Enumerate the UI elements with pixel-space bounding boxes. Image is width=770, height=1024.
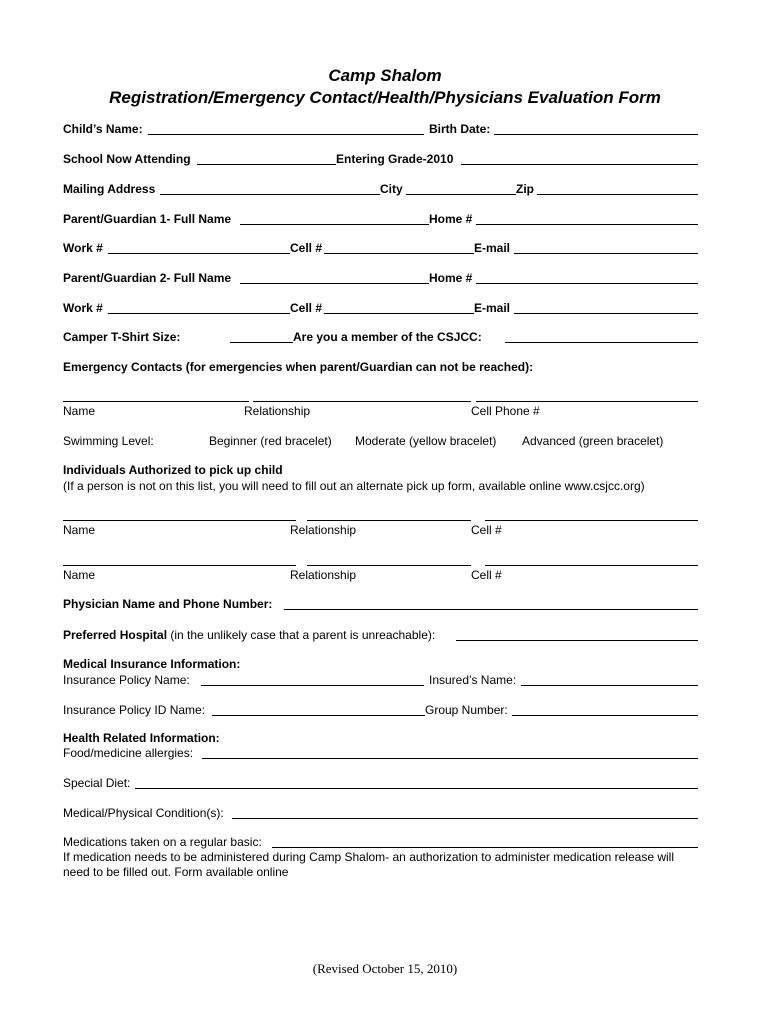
pickup2-name-caption: Name [63,568,96,582]
swimming-moderate-option[interactable]: Moderate (yellow bracelet) [355,434,497,448]
allergies-field[interactable] [202,758,698,759]
emergency-relationship-caption: Relationship [244,404,311,418]
birth-date-field[interactable] [494,134,698,135]
pickup1-cell-caption: Cell # [471,523,502,537]
medications-field[interactable] [272,847,698,848]
group-number-label: Group Number: [425,703,508,717]
pickup-note: (If a person is not on this list, you will need to fill out an alternate pick up form, available online www.csjcc.org) [63,479,645,493]
school-label: School Now Attending [63,152,191,166]
policy-id-label: Insurance Policy ID Name: [63,703,206,717]
pickup1-name-caption: Name [63,523,96,537]
swimming-beginner-option[interactable]: Beginner (red bracelet) [209,434,332,448]
zip-label: Zip [516,182,534,196]
tshirt-label: Camper T-Shirt Size: [63,330,181,344]
childs-name-label: Child’s Name: [63,122,143,136]
pickup1-relationship-caption: Relationship [290,523,357,537]
mailing-address-field[interactable] [160,194,380,195]
pg2-work-label: Work # [63,301,103,315]
zip-field[interactable] [537,194,698,195]
emergency-name-field[interactable] [63,401,249,402]
pickup-heading: Individuals Authorized to pick up child [63,463,283,477]
tshirt-field[interactable] [230,342,293,343]
pg2-email-field[interactable] [514,313,698,314]
policy-name-field[interactable] [201,685,424,686]
condition-field[interactable] [232,818,698,819]
pg2-cell-label: Cell # [290,301,323,315]
pg1-home-label: Home # [429,212,473,226]
pg2-work-field[interactable] [108,313,290,314]
city-field[interactable] [406,194,516,195]
health-heading: Health Related Information: [63,731,220,745]
pickup2-name-field[interactable] [63,565,296,566]
form-subtitle: Registration/Emergency Contact/Health/Physicians Evaluation Form [109,88,661,107]
insurance-heading: Medical Insurance Information: [63,657,241,671]
pickup2-relationship-caption: Relationship [290,568,357,582]
insureds-name-field[interactable] [521,685,698,686]
policy-id-field[interactable] [212,715,425,716]
pickup2-cell-caption: Cell # [471,568,502,582]
medications-label: Medications taken on a regular basic: [63,835,262,849]
swimming-advanced-option[interactable]: Advanced (green bracelet) [522,434,664,448]
pg1-email-label: E-mail [474,241,511,255]
pickup1-relationship-field[interactable] [307,520,471,521]
insureds-name-label: Insured’s Name: [429,673,517,687]
pg2-name-label: Parent/Guardian 2- Full Name [63,271,232,285]
pg1-name-label: Parent/Guardian 1- Full Name [63,212,232,226]
physician-field[interactable] [284,609,698,610]
pg1-email-field[interactable] [514,253,698,254]
pg2-home-field[interactable] [476,283,698,284]
pg2-cell-field[interactable] [324,313,474,314]
pickup1-name-field[interactable] [63,520,296,521]
swimming-label: Swimming Level: [63,434,154,448]
pg1-home-field[interactable] [476,224,698,225]
medication-note-line1: If medication needs to be administered during Camp Shalom- an authorization to administer medication release will [63,850,674,864]
revised-date: (Revised October 15, 2010) [312,961,458,976]
birth-date-label: Birth Date: [429,122,491,136]
emergency-name-caption: Name [63,404,96,418]
hospital-label-rest: (in the unlikely case that a parent is unreachable): [167,628,436,642]
condition-label: Medical/Physical Condition(s): [63,806,224,820]
form-title: Camp Shalom [328,66,442,85]
diet-field[interactable] [135,788,698,789]
pg1-cell-label: Cell # [290,241,323,255]
pg2-name-field[interactable] [240,283,429,284]
entering-grade-field[interactable] [461,164,698,165]
emergency-cell-caption: Cell Phone # [471,404,540,418]
hospital-label [63,628,435,642]
entering-grade-label: Entering Grade-2010 [336,152,454,166]
group-number-field[interactable] [512,715,698,716]
allergies-label: Food/medicine allergies: [63,746,194,760]
physician-label: Physician Name and Phone Number: [63,597,273,611]
hospital-label-bold: Preferred Hospital [63,628,168,642]
diet-label: Special Diet: [63,776,131,790]
policy-name-label: Insurance Policy Name: [63,673,190,687]
hospital-field[interactable] [456,640,698,641]
pg1-name-field[interactable] [240,224,429,225]
pg2-email-label: E-mail [474,301,511,315]
emergency-relationship-field[interactable] [253,401,471,402]
csjcc-member-field[interactable] [505,342,698,343]
school-field[interactable] [197,164,336,165]
mailing-address-label: Mailing Address [63,182,156,196]
pg1-work-label: Work # [63,241,103,255]
pg1-work-field[interactable] [108,253,290,254]
csjcc-member-label: Are you a member of the CSJCC: [293,330,482,344]
pickup2-relationship-field[interactable] [307,565,471,566]
emergency-cell-field[interactable] [476,401,698,402]
pickup2-cell-field[interactable] [485,565,698,566]
emergency-heading: Emergency Contacts (for emergencies when parent/Guardian can not be reached): [63,360,534,374]
pickup1-cell-field[interactable] [485,520,698,521]
city-label: City [380,182,403,196]
medication-note-line2: need to be filled out. Form available online [63,865,289,879]
pg2-home-label: Home # [429,271,473,285]
pg1-cell-field[interactable] [324,253,474,254]
childs-name-field[interactable] [148,134,424,135]
